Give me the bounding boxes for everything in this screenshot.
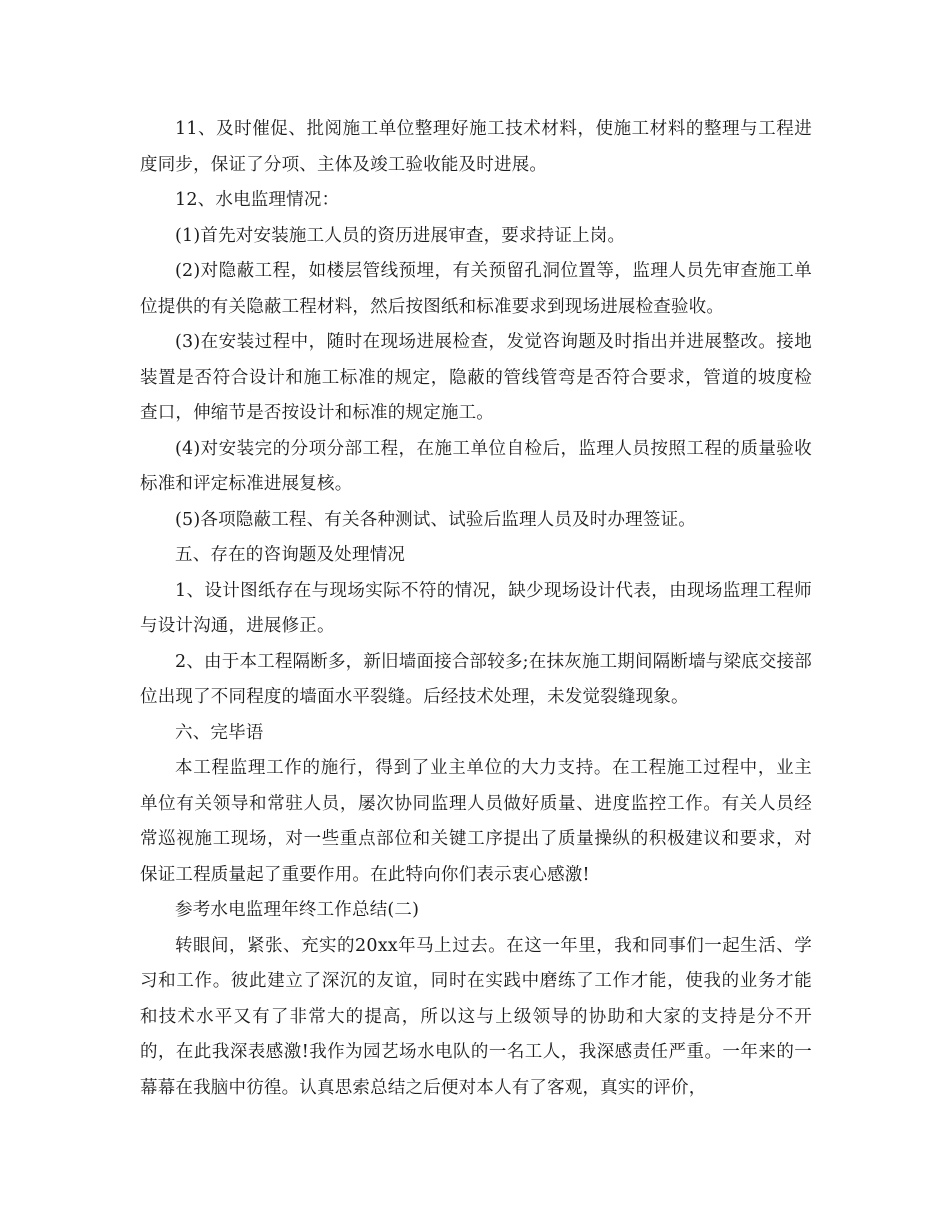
heading-section-6: 六、完毕语 xyxy=(175,722,264,743)
heading-summary-part-2: 参考水电监理年终工作总结(二) xyxy=(175,900,420,920)
heading-section-5: 五、存在的咨询题及处理情况 xyxy=(175,545,406,565)
paragraph-summary-intro: 转眼间，紧张、充实的20xx年马上过去。在这一年里，我和同事们一起生活、学习和工作。彼此建立了深沉的友谊，同时在实践中磨练了工作才能，使我的业务才能和技术水平又有了非常大的提高，所以这与上级领导的协助和大家的支持是分不开的，在此我深表感激!我作为园艺场水电队的一名工人，我深感责任严重。一年来的一幕幕在我脑中彷徨。认真思索总结之后便对本人有了客观，真实的评价， xyxy=(140,935,812,1098)
paragraph-sub-2: (2)对隐蔽工程，如楼层管线预埋，有关预留孔洞位置等，监理人员先审查施工单位提供的有关隐蔽工程材料，然后按图纸和标准要求到现场进展检查验收。 xyxy=(140,261,812,317)
paragraph-sub-3: (3)在安装过程中，随时在现场进展检查，发觉咨询题及时指出并进展整改。接地装置是否符合设计和施工标准的规定，隐蔽的管线管弯是否符合要求，管道的坡度检查口，伸缩节是否按设计和标准的规定施工。 xyxy=(140,332,812,423)
paragraph-issue-1: 1、设计图纸存在与现场实际不符的情况，缺少现场设计代表，由现场监理工程师与设计沟通，进展修正。 xyxy=(140,580,812,636)
heading-hydro-electric-supervision: 12、水电监理情况： xyxy=(175,190,340,210)
paragraph-item-11: 11、及时催促、批阅施工单位整理好施工技术材料，使施工材料的整理与工程进度同步，保证了分项、主体及竣工验收能及时进展。 xyxy=(140,119,812,175)
paragraph-sub-1: (1)首先对安装施工人员的资历进展审查，要求持证上岗。 xyxy=(175,225,626,246)
paragraph-closing: 本工程监理工作的施行，得到了业主单位的大力支持。在工程施工过程中，业主单位有关领导和常驻人员，屡次协同监理人员做好质量、进度监控工作。有关人员经常巡视施工现场，对一些重点部位和关键工序提出了质量操纵的积极建议和要求，对保证工程质量起了重要作用。在此特向你们表示衷心感激! xyxy=(140,758,812,885)
paragraph-issue-2: 2、由于本工程隔断多，新旧墙面接合部较多;在抹灰施工期间隔断墙与梁底交接部位出现了不同程度的墙面水平裂缝。后经技术处理，未发觉裂缝现象。 xyxy=(140,651,812,707)
paragraph-sub-4: (4)对安装完的分项分部工程，在施工单位自检后，监理人员按照工程的质量验收标准和评定标准进展复核。 xyxy=(140,438,812,494)
document-body xyxy=(140,112,812,1106)
paragraph-sub-5: (5)各项隐蔽工程、有关各种测试、试验后监理人员及时办理签证。 xyxy=(175,509,696,530)
